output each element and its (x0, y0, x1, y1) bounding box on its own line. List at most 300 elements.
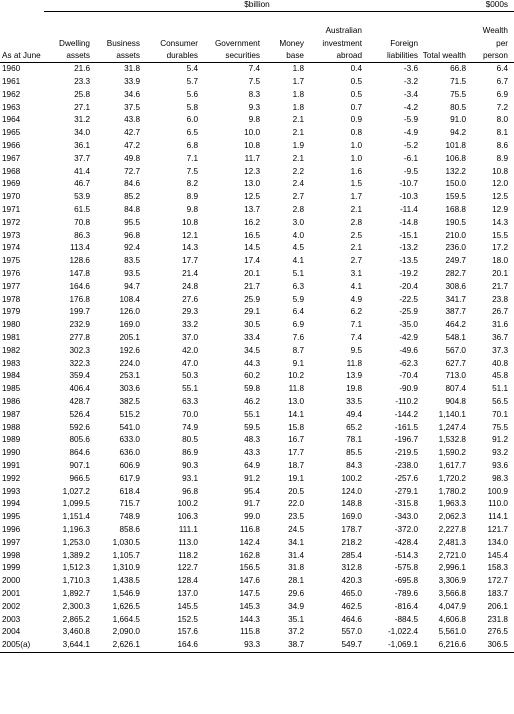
cell-business: 618.4 (119, 486, 140, 496)
cell-consumer: 137.0 (177, 588, 198, 598)
table-row (0, 63, 514, 76)
cell-consumer: 17.7 (182, 256, 198, 266)
cell-consumer: 33.2 (182, 320, 198, 330)
cell-government: 59.5 (244, 422, 260, 432)
column-header-dwelling: Dwelling assets (44, 12, 94, 63)
cell-per-person: 7.2 (496, 102, 508, 112)
cell-foreign: -4.9 (403, 128, 418, 138)
cell-foreign: -10.7 (399, 179, 418, 189)
cell-year: 1999 (2, 563, 21, 573)
cell-investment: 0.8 (350, 128, 362, 138)
cell-year: 1985 (2, 384, 21, 394)
table-row (0, 409, 514, 422)
cell-money: 14.1 (288, 409, 304, 419)
cell-per-person: 121.7 (487, 524, 508, 534)
cell-consumer: 122.7 (177, 563, 198, 573)
cell-foreign: -816.4 (394, 601, 418, 611)
cell-year: 1975 (2, 256, 21, 266)
cell-consumer: 7.5 (186, 166, 198, 176)
cell-foreign: -144.2 (394, 409, 418, 419)
cell-government: 43.3 (244, 448, 260, 458)
cell-year: 2002 (2, 601, 21, 611)
cell-per-person: 8.0 (496, 115, 508, 125)
cell-per-person: 93.6 (492, 461, 508, 470)
cell-total: 3,566.8 (438, 588, 466, 598)
cell-investment: 557.0 (341, 627, 362, 637)
cell-business: 83.5 (124, 256, 140, 266)
cell-dwelling: 41.4 (74, 166, 90, 176)
cell-dwelling: 70.8 (74, 217, 90, 227)
cell-government: 46.2 (244, 397, 260, 407)
table-row (0, 447, 514, 460)
cell-per-person: 12.5 (492, 192, 508, 202)
cell-business: 617.9 (119, 473, 140, 483)
cell-foreign: -1,069.1 (366, 639, 422, 652)
cell-government: 115.8 (240, 627, 260, 637)
cell-per-person: 75.5 (492, 422, 508, 432)
cell-government: 144.3 (239, 614, 260, 624)
cell-total: 1,247.4 (438, 422, 466, 432)
cell-investment: 465.0 (341, 588, 362, 598)
cell-government: 142.4 (239, 537, 260, 547)
cell-government: 91.7 (244, 499, 260, 509)
cell-dwelling: 176.8 (69, 294, 90, 304)
cell-total: 159.5 (445, 192, 466, 202)
cell-per-person: 276.5 (487, 627, 508, 637)
cell-government: 59.8 (244, 384, 260, 394)
table-row (0, 191, 514, 204)
cell-per-person: 26.7 (492, 307, 508, 317)
cell-business: 93.5 (124, 269, 140, 279)
cell-year: 1972 (2, 217, 21, 227)
cell-government: 145.3 (239, 601, 260, 611)
cell-year: 1982 (2, 345, 21, 355)
cell-per-person: 145.4 (487, 550, 508, 560)
cell-money: 6.3 (292, 281, 304, 291)
cell-foreign: -5.2 (403, 141, 418, 151)
cell-per-person: 37.3 (492, 345, 508, 355)
cell-total: 168.8 (445, 205, 466, 215)
cell-total: 3,306.9 (438, 576, 466, 586)
cell-dwelling: 34.0 (74, 128, 90, 138)
cell-consumer: 24.8 (182, 281, 198, 291)
table-row (0, 434, 514, 447)
cell-money: 34.9 (288, 601, 304, 611)
cell-dwelling: 23.3 (74, 77, 90, 87)
cell-foreign: -884.5 (394, 614, 418, 624)
cell-total: 2,721.0 (438, 550, 466, 560)
cell-investment: 7.1 (350, 320, 362, 330)
column-header-total: Total wealth (422, 12, 470, 63)
cell-money: 1.8 (292, 64, 304, 74)
cell-foreign: -514.3 (394, 550, 418, 560)
cell-total: 249.7 (445, 256, 466, 266)
cell-foreign: -62.3 (399, 358, 418, 368)
cell-government: 147.6 (239, 576, 260, 586)
cell-government: 29.1 (244, 307, 260, 317)
cell-total: 106.8 (445, 153, 466, 163)
table-row (0, 76, 514, 89)
cell-business: 2,090.0 (112, 627, 140, 637)
cell-total: 101.8 (445, 141, 466, 151)
cell-consumer: 12.1 (182, 230, 198, 240)
cell-total: 94.2 (450, 128, 466, 138)
cell-investment: 1.7 (350, 192, 362, 202)
cell-foreign: -11.4 (399, 205, 418, 215)
table-row (0, 370, 514, 383)
cell-foreign: -279.1 (394, 486, 418, 496)
cell-money: 4.0 (292, 230, 304, 240)
cell-year: 1981 (2, 333, 21, 343)
cell-investment: 0.5 (350, 77, 362, 87)
cell-dwelling: 1,710.3 (62, 576, 90, 586)
cell-year: 1973 (2, 230, 21, 240)
cell-consumer: 128.4 (177, 576, 198, 586)
cell-total: 464.2 (445, 320, 466, 330)
cell-government: 8.3 (248, 89, 260, 99)
cell-government: 16.5 (244, 230, 260, 240)
cell-government: 64.9 (244, 461, 260, 470)
cell-consumer: 164.6 (144, 639, 202, 652)
cell-dwelling: 232.9 (69, 320, 90, 330)
cell-per-person: 51.1 (492, 384, 508, 394)
cell-foreign: -196.7 (394, 435, 418, 445)
cell-investment: 2.8 (350, 217, 362, 227)
cell-investment: 2.5 (350, 230, 362, 240)
cell-consumer: 63.3 (182, 397, 198, 407)
cell-dwelling: 86.3 (74, 230, 90, 240)
table-row (0, 562, 514, 575)
cell-government: 147.5 (239, 588, 260, 598)
cell-money: 22.0 (288, 499, 304, 509)
cell-investment: 49.4 (346, 409, 362, 419)
cell-total: 80.5 (450, 102, 466, 112)
cell-per-person: 206.1 (487, 601, 508, 611)
cell-foreign: -13.2 (399, 243, 418, 253)
cell-dwelling: 277.8 (69, 333, 90, 343)
cell-government: 20.1 (244, 269, 260, 279)
cell-per-person: 12.9 (492, 205, 508, 215)
cell-government: 95.4 (244, 486, 260, 496)
cell-government: 33.4 (244, 333, 260, 343)
cell-money: 2.7 (292, 192, 304, 202)
cell-investment: 0.7 (350, 102, 362, 112)
cell-investment: 0.5 (350, 89, 362, 99)
cell-total: 91.0 (450, 115, 466, 125)
cell-business: 94.7 (124, 281, 140, 291)
cell-money: 6.9 (292, 320, 304, 330)
cell-total: 1,780.2 (438, 486, 466, 496)
cell-total: 1,590.2 (438, 448, 466, 458)
table-row (0, 306, 514, 319)
table-row (0, 473, 514, 486)
cell-consumer: 55.1 (182, 384, 198, 394)
cell-dwelling: 147.8 (69, 269, 90, 279)
cell-money: 4.5 (292, 243, 304, 253)
cell-dwelling: 428.7 (69, 397, 90, 407)
cell-government: 48.3 (244, 435, 260, 445)
table-row (0, 204, 514, 217)
cell-business: 72.7 (124, 166, 140, 176)
cell-investment: 65.2 (346, 422, 362, 432)
cell-dwelling: 53.9 (74, 192, 90, 202)
cell-year: 1976 (2, 269, 21, 279)
cell-per-person: 56.5 (492, 397, 508, 407)
cell-money: 24.5 (288, 524, 304, 534)
cell-per-person: 6.4 (496, 64, 508, 74)
cell-government: 12.5 (244, 192, 260, 202)
cell-total: 150.0 (445, 179, 466, 189)
cell-total: 1,720.2 (438, 473, 466, 483)
cell-business: 1,546.9 (112, 588, 140, 598)
cell-total: 1,532.8 (438, 435, 466, 445)
cell-total: 4,047.9 (438, 601, 466, 611)
cell-business: 84.8 (124, 205, 140, 215)
cell-business: 224.0 (119, 358, 140, 368)
table-row (0, 383, 514, 396)
cell-foreign: -22.5 (399, 294, 418, 304)
cell-year: 1965 (2, 128, 21, 138)
cell-dwelling: 36.1 (74, 141, 90, 151)
cell-government: 34.5 (244, 345, 260, 355)
cell-consumer: 157.6 (177, 627, 198, 637)
cell-total: 2,996.1 (438, 563, 466, 573)
cell-business: 1,626.5 (112, 601, 140, 611)
cell-money: 16.7 (288, 435, 304, 445)
cell-foreign: -3.6 (403, 64, 418, 74)
cell-government: 14.5 (244, 243, 260, 253)
cell-investment: 2.1 (350, 243, 362, 253)
cell-total: 66.8 (450, 64, 466, 74)
cell-dwelling: 31.2 (74, 115, 90, 125)
cell-government: 93.3 (202, 639, 264, 652)
cell-dwelling: 128.6 (69, 256, 90, 266)
cell-dwelling: 966.5 (69, 473, 90, 483)
cell-consumer: 106.3 (177, 512, 198, 522)
cell-consumer: 37.0 (182, 333, 198, 343)
cell-total: 387.7 (445, 307, 466, 317)
cell-dwelling: 359.4 (69, 371, 90, 381)
cell-per-person: 17.2 (492, 243, 508, 253)
cell-foreign: -343.0 (394, 512, 418, 522)
cell-dwelling: 1,512.3 (62, 563, 90, 573)
cell-investment: 169.0 (341, 512, 362, 522)
cell-business: 47.2 (124, 141, 140, 151)
table-row (0, 498, 514, 511)
cell-foreign: -695.8 (394, 576, 418, 586)
cell-consumer: 152.5 (177, 614, 198, 624)
cell-year: 1960 (2, 64, 21, 74)
table-row (0, 268, 514, 281)
cell-year: 1998 (2, 550, 21, 560)
cell-consumer: 5.6 (186, 89, 198, 99)
column-header-business: Business assets (94, 12, 144, 63)
cell-per-person: 10.8 (492, 166, 508, 176)
cell-investment: 78.1 (346, 435, 362, 445)
cell-investment: 4.1 (350, 281, 362, 291)
cell-government: 44.3 (244, 358, 260, 368)
cell-consumer: 27.6 (182, 294, 198, 304)
column-header-year: As at June (0, 12, 44, 63)
cell-investment: 148.8 (341, 499, 362, 509)
cell-per-person: 114.1 (488, 512, 508, 522)
cell-year: 2001 (2, 588, 21, 598)
cell-dwelling: 2,300.3 (62, 601, 90, 611)
cell-consumer: 7.1 (186, 153, 198, 163)
table-row (0, 127, 514, 140)
cell-government: 13.7 (244, 205, 260, 215)
cell-dwelling: 199.7 (69, 307, 90, 317)
cell-dwelling: 27.1 (74, 102, 90, 112)
cell-money: 2.8 (292, 205, 304, 215)
cell-dwelling: 46.7 (74, 179, 90, 189)
table-row (0, 281, 514, 294)
column-header-government: Government securities (202, 12, 264, 63)
cell-investment: 1.5 (350, 179, 362, 189)
cell-year: 1993 (2, 486, 21, 496)
cell-business: 541.0 (119, 422, 140, 432)
cell-consumer: 70.0 (182, 409, 198, 419)
cell-dwelling: 1,389.2 (62, 550, 90, 560)
cell-total: 4,606.8 (438, 614, 466, 624)
cell-consumer: 21.4 (182, 269, 198, 279)
cell-investment: 549.7 (308, 639, 366, 652)
cell-dwelling: 61.5 (74, 205, 90, 215)
table-row (0, 114, 514, 127)
cell-per-person: 6.9 (496, 89, 508, 99)
cell-money: 1.7 (292, 77, 304, 87)
cell-per-person: 134.0 (487, 537, 508, 547)
table-row (0, 255, 514, 268)
cell-business: 92.4 (124, 243, 140, 253)
cell-business: 636.0 (119, 448, 140, 458)
cell-foreign: -110.2 (395, 397, 418, 407)
cell-per-person: 6.7 (496, 77, 508, 87)
cell-money: 6.4 (292, 307, 304, 317)
cell-government: 17.4 (244, 256, 260, 266)
cell-total: 210.0 (445, 230, 466, 240)
cell-money: 4.1 (292, 256, 304, 266)
cell-foreign: -42.9 (399, 333, 418, 343)
table-row (0, 600, 514, 613)
cell-money: 7.6 (292, 333, 304, 343)
cell-investment: 124.0 (341, 486, 362, 496)
cell-money: 28.1 (288, 576, 304, 586)
cell-year: 1967 (2, 153, 21, 163)
cell-government: 13.0 (244, 179, 260, 189)
cell-investment: 420.3 (341, 576, 362, 586)
table-row (0, 319, 514, 332)
cell-investment: 13.9 (346, 371, 362, 381)
cell-dwelling: 1,892.7 (62, 588, 90, 598)
cell-money: 19.1 (288, 473, 304, 483)
cell-business: 715.7 (119, 499, 140, 509)
cell-business: 1,310.9 (112, 563, 140, 573)
table-row (0, 485, 514, 498)
cell-foreign: -5.9 (403, 115, 418, 125)
cell-dwelling: 302.3 (69, 345, 90, 355)
cell-business: 34.6 (124, 89, 140, 99)
cell-total: 190.5 (445, 217, 466, 227)
cell-year: 1979 (2, 307, 21, 317)
cell-year: 1980 (2, 320, 21, 330)
cell-total: 1,140.1 (438, 409, 466, 419)
cell-year: 1994 (2, 499, 21, 509)
cell-consumer: 6.8 (186, 141, 198, 151)
cell-consumer: 145.5 (177, 601, 198, 611)
cell-money: 2.1 (292, 128, 304, 138)
table-row (0, 460, 514, 473)
cell-investment: 84.3 (346, 461, 362, 470)
cell-business: 1,664.5 (112, 614, 140, 624)
cell-foreign: -1,022.4 (387, 627, 418, 637)
cell-year: 1968 (2, 166, 21, 176)
cell-dwelling: 1,253.0 (62, 537, 90, 547)
cell-year: 1995 (2, 512, 21, 522)
cell-money: 1.8 (292, 89, 304, 99)
cell-money: 31.4 (288, 550, 304, 560)
cell-foreign: -90.9 (399, 384, 418, 394)
table-row (0, 229, 514, 242)
cell-money: 2.2 (292, 166, 304, 176)
cell-year: 1984 (2, 371, 21, 381)
cell-total: 341.7 (445, 294, 466, 304)
cell-dwelling: 164.6 (69, 281, 90, 291)
cell-money: 35.1 (288, 614, 304, 624)
table-row (0, 511, 514, 524)
cell-per-person: 45.8 (492, 371, 508, 381)
cell-business: 303.6 (119, 384, 140, 394)
cell-year: 1997 (2, 537, 21, 547)
cell-dwelling: 406.4 (69, 384, 90, 394)
cell-money: 9.1 (292, 358, 304, 368)
cell-business: 515.2 (119, 409, 140, 419)
cell-dwelling: 907.1 (69, 461, 90, 470)
cell-year: 1983 (2, 358, 21, 368)
cell-year: 1970 (2, 192, 21, 202)
cell-consumer: 113.0 (178, 537, 198, 547)
table-row (0, 524, 514, 537)
cell-investment: 178.7 (341, 524, 362, 534)
cell-total: 2,062.3 (438, 512, 466, 522)
cell-government: 7.4 (248, 64, 260, 74)
cell-government: 7.5 (248, 77, 260, 87)
cell-total: 1,617.7 (438, 461, 466, 470)
cell-foreign: -25.9 (399, 307, 418, 317)
cell-year: 2004 (2, 627, 21, 637)
cell-dwelling: 1,151.4 (62, 512, 90, 522)
cell-business: 1,030.5 (112, 537, 140, 547)
table-row (0, 421, 514, 434)
cell-consumer: 5.4 (186, 64, 198, 74)
cell-foreign: -161.5 (394, 422, 418, 432)
cell-total: 308.6 (445, 281, 466, 291)
cell-money: 34.1 (288, 537, 304, 547)
cell-consumer: 6.5 (186, 128, 198, 138)
cell-total: 2,227.8 (438, 524, 466, 534)
cell-business: 37.5 (124, 102, 140, 112)
cell-investment: 4.9 (350, 294, 362, 304)
cell-year: 1986 (2, 397, 21, 407)
cell-money: 15.8 (288, 422, 304, 432)
cell-investment: 1.0 (350, 141, 362, 151)
cell-business: 49.8 (124, 153, 140, 163)
cell-government: 116.8 (240, 524, 260, 534)
cell-foreign: -219.5 (394, 448, 418, 458)
table-row (0, 217, 514, 230)
cell-foreign: -49.6 (399, 345, 418, 355)
cell-business: 2,626.1 (94, 639, 144, 652)
